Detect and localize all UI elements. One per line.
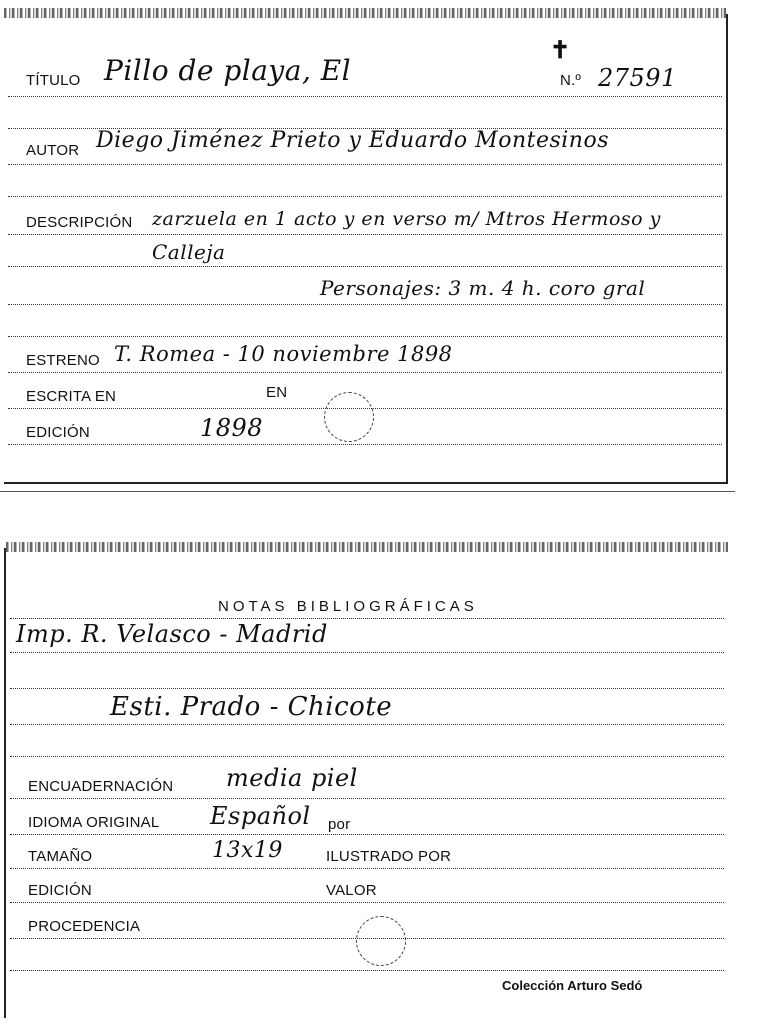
rule: [10, 938, 724, 939]
card-separator: [0, 491, 735, 492]
tamano-value: 13x19: [212, 838, 283, 863]
por-label: por: [328, 816, 351, 833]
idioma-original-value: Español: [210, 802, 311, 830]
escrita-en-label: ESCRITA EN: [26, 388, 117, 405]
autor-label: AUTOR: [26, 142, 80, 159]
rule: [10, 618, 724, 619]
encuadernacion-label: ENCUADERNACIÓN: [28, 778, 174, 795]
rule: [8, 266, 722, 267]
rule: [8, 372, 722, 373]
titulo-value: Pillo de playa, El: [104, 54, 352, 87]
ilustrado-por-label: ILUSTRADO POR: [326, 848, 452, 865]
rule: [10, 724, 724, 725]
procedencia-label: PROCEDENCIA: [28, 918, 141, 935]
ink-stamp: [324, 392, 374, 442]
rule: [10, 902, 724, 903]
rule: [10, 756, 724, 757]
catalog-card-back: [4, 548, 728, 1018]
titulo-label: TÍTULO: [26, 72, 81, 89]
estreno-label: ESTRENO: [26, 352, 100, 369]
catalog-card-front: [4, 14, 728, 484]
rule: [8, 234, 722, 235]
autor-value: Diego Jiménez Prieto y Eduardo Montesinos: [96, 128, 609, 153]
rule: [10, 688, 724, 689]
rule: [8, 336, 722, 337]
rule: [10, 834, 724, 835]
rule: [8, 96, 722, 97]
notes-line2: Esti. Prado - Chicote: [110, 692, 393, 722]
descripcion-value-line2: Calleja: [152, 240, 226, 264]
notas-bibliograficas-title: NOTAS BIBLIOGRÁFICAS: [218, 598, 478, 615]
number-value: 27591: [598, 64, 677, 92]
collection-footer: Colección Arturo Sedó: [502, 978, 643, 993]
ink-stamp: [356, 916, 406, 966]
rule: [10, 798, 724, 799]
edicion-label: EDICIÓN: [28, 882, 92, 899]
descripcion-value-line3: Personajes: 3 m. 4 h. coro gral: [320, 276, 646, 300]
rule: [8, 444, 722, 445]
tamano-label: TAMAÑO: [28, 848, 93, 865]
descripcion-label: DESCRIPCIÓN: [26, 214, 133, 231]
rule: [8, 408, 722, 409]
rule: [10, 970, 724, 971]
descripcion-value-line1: zarzuela en 1 acto y en verso m/ Mtros Hermoso y: [152, 208, 661, 230]
torn-edge: [6, 542, 728, 552]
rule: [10, 868, 724, 869]
rule: [8, 304, 722, 305]
torn-edge: [4, 8, 726, 18]
edicion-label: EDICIÓN: [26, 424, 90, 441]
encuadernacion-value: media piel: [226, 764, 358, 792]
edicion-value: 1898: [200, 414, 264, 442]
cross-mark: ✝: [550, 37, 571, 64]
estreno-value: T. Romea - 10 noviembre 1898: [114, 342, 453, 366]
rule: [8, 196, 722, 197]
number-label: N.º: [560, 72, 582, 89]
notes-line1: Imp. R. Velasco - Madrid: [16, 620, 328, 648]
rule: [8, 164, 722, 165]
en-label: EN: [266, 384, 288, 401]
valor-label: VALOR: [326, 882, 377, 899]
idioma-original-label: IDIOMA ORIGINAL: [28, 814, 160, 831]
rule: [10, 652, 724, 653]
